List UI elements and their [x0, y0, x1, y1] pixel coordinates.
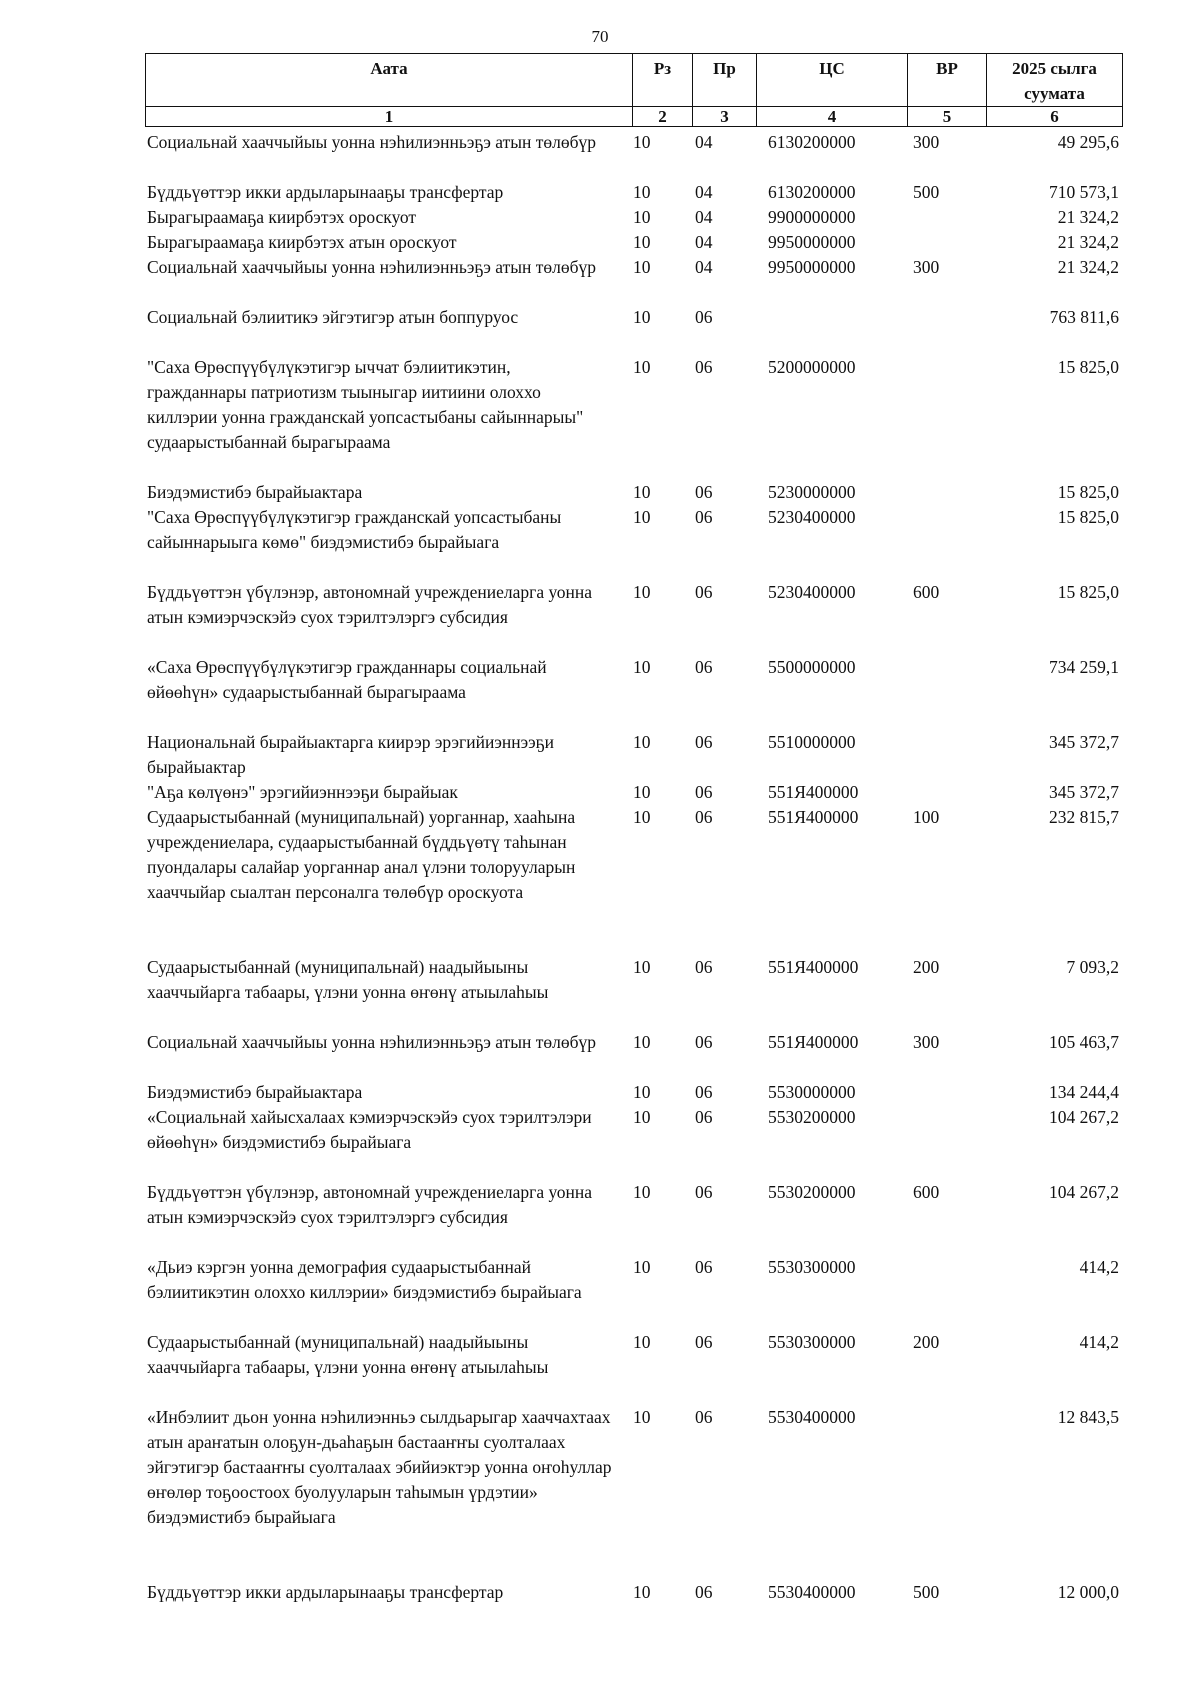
header-number-5: 5	[908, 107, 987, 127]
row-pr: 06	[695, 732, 713, 752]
row-name: Социальнай хааччыйыы уонна нэһилиэнньэҕэ атын төлөбүр	[147, 257, 597, 277]
row-sum: 15 825,0	[1057, 357, 1119, 377]
row-sum: 15 825,0	[1057, 482, 1119, 502]
row-cs: 5230000000	[768, 482, 856, 502]
row-name: Национальнай бырайыактарга киирэр эрэгийиэннээҕи бырайыактар	[147, 732, 554, 777]
header-sum: 2025 сылга суумата	[987, 54, 1123, 107]
row-name: Судаарыстыбаннай (муниципальнай) наадыйыыны хааччыйарга табаары, үлэни уонна өҥөнү атыылаһыы	[147, 1332, 549, 1377]
page-number: 70	[591, 27, 609, 46]
header-vr: ВР	[908, 54, 987, 107]
row-rz: 10	[633, 507, 651, 527]
row-pr: 06	[695, 807, 713, 827]
row-sum: 763 811,6	[1049, 307, 1119, 327]
row-name: Бырагыраамаҕа киирбэтэх ороскуот	[147, 207, 417, 227]
row-cs: 551Я400000	[768, 957, 859, 977]
row-sum: 21 324,2	[1057, 232, 1119, 252]
row-cs: 5530000000	[768, 1082, 856, 1102]
row-name: «Инбэлиит дьон уонна нэһилиэнньэ сылдьарыгар хааччахтаах атын араҥатын олоҕун-дьаһаҕын бастааҥҥы суолталаах эйгэтигэр бастааҥҥы суолталаах эбийиэктэр уонна оҥоһуллар өҥөлөр тоҕоостоох буолууларын таһымын үрдэтии» биэдэмистибэ бырайыага	[147, 1407, 612, 1527]
row-pr: 04	[695, 132, 713, 152]
row-rz: 10	[633, 132, 651, 152]
header-rz: Рз	[633, 54, 693, 107]
row-vr: 200	[913, 957, 940, 977]
row-sum: 21 324,2	[1057, 207, 1119, 227]
row-sum: 7 093,2	[1066, 957, 1119, 977]
row-sum: 104 267,2	[1049, 1182, 1119, 1202]
row-rz: 10	[633, 257, 651, 277]
row-sum: 734 259,1	[1049, 657, 1119, 677]
row-pr: 06	[695, 357, 713, 377]
row-rz: 10	[633, 1182, 651, 1202]
row-rz: 10	[633, 807, 651, 827]
row-name: Биэдэмистибэ бырайыактара	[147, 482, 363, 502]
row-pr: 06	[695, 1257, 713, 1277]
row-cs: 5500000000	[768, 657, 856, 677]
row-sum: 414,2	[1079, 1332, 1119, 1352]
row-sum: 232 815,7	[1049, 807, 1119, 827]
row-rz: 10	[633, 1032, 651, 1052]
row-name: Социальнай хааччыйыы уонна нэһилиэнньэҕэ атын төлөбүр	[147, 132, 597, 152]
header-number-2: 2	[633, 107, 693, 127]
row-vr: 100	[913, 807, 940, 827]
row-rz: 10	[633, 207, 651, 227]
row-cs: 5510000000	[768, 732, 856, 752]
row-rz: 10	[633, 957, 651, 977]
row-pr: 04	[695, 182, 713, 202]
row-name: Социальнай бэлиитикэ эйгэтигэр атын боппуруос	[147, 307, 519, 327]
row-vr: 600	[913, 1182, 940, 1202]
row-name: Бырагыраамаҕа киирбэтэх атын ороскуот	[147, 232, 457, 252]
row-sum: 134 244,4	[1049, 1082, 1119, 1102]
row-cs: 5530300000	[768, 1332, 856, 1352]
row-pr: 04	[695, 207, 713, 227]
row-rz: 10	[633, 732, 651, 752]
row-cs: 551Я400000	[768, 782, 859, 802]
row-name: Судаарыстыбаннай (муниципальнай) уорганнар, хааһына учреждениелара, судаарыстыбаннай бүддьүөтү таһынан пуондалары салайар уорганнар анал үлэни толорууларын хааччыйар сыалтан персоналга төлөбүр ороскуота	[147, 807, 576, 902]
row-sum: 49 295,6	[1057, 132, 1119, 152]
row-pr: 06	[695, 1582, 713, 1602]
row-cs: 5230400000	[768, 507, 856, 527]
row-vr: 600	[913, 582, 940, 602]
row-pr: 04	[695, 257, 713, 277]
row-name: «Дьиэ кэргэн уонна демография судаарыстыбаннай бэлиитикэтин олоххо киллэрии» биэдэмистибэ бырайыага	[147, 1257, 582, 1302]
row-cs: 551Я400000	[768, 1032, 859, 1052]
row-rz: 10	[633, 657, 651, 677]
row-cs: 5530400000	[768, 1407, 856, 1427]
row-pr: 06	[695, 657, 713, 677]
row-rz: 10	[633, 1257, 651, 1277]
row-rz: 10	[633, 232, 651, 252]
row-cs: 9900000000	[768, 207, 856, 227]
row-pr: 06	[695, 1107, 713, 1127]
row-rz: 10	[633, 1107, 651, 1127]
row-name: Биэдэмистибэ бырайыактара	[147, 1082, 363, 1102]
row-vr: 500	[913, 182, 940, 202]
row-cs: 551Я400000	[768, 807, 859, 827]
row-pr: 04	[695, 232, 713, 252]
row-rz: 10	[633, 357, 651, 377]
header-pr: Пр	[693, 54, 757, 107]
row-sum: 105 463,7	[1049, 1032, 1119, 1052]
row-sum: 12 843,5	[1057, 1407, 1119, 1427]
row-name: Социальнай хааччыйыы уонна нэһилиэнньэҕэ атын төлөбүр	[147, 1032, 597, 1052]
row-sum: 414,2	[1079, 1257, 1119, 1277]
row-rz: 10	[633, 307, 651, 327]
row-pr: 06	[695, 582, 713, 602]
row-rz: 10	[633, 182, 651, 202]
row-vr: 300	[913, 132, 940, 152]
row-name: "Саха Өрөспүүбүлүкэтигэр гражданскай уопсастыбаны сайыннарыыга көмө" биэдэмистибэ бырайыага	[147, 507, 562, 552]
row-sum: 12 000,0	[1057, 1582, 1119, 1602]
row-pr: 06	[695, 1332, 713, 1352]
row-cs: 6130200000	[768, 182, 856, 202]
row-sum: 15 825,0	[1057, 582, 1119, 602]
row-name: Судаарыстыбаннай (муниципальнай) наадыйыыны хааччыйарга табаары, үлэни уонна өҥөнү атыылаһыы	[147, 957, 549, 1002]
header-number-6: 6	[987, 107, 1123, 127]
budget-table-header	[145, 53, 1123, 127]
row-cs: 5530300000	[768, 1257, 856, 1277]
header-cs: ЦС	[757, 54, 908, 107]
row-pr: 06	[695, 1082, 713, 1102]
row-pr: 06	[695, 507, 713, 527]
row-pr: 06	[695, 482, 713, 502]
row-sum: 710 573,1	[1049, 182, 1119, 202]
row-vr: 500	[913, 1582, 940, 1602]
row-name: Бүддьүөттэн үбүлэнэр, автономнай учреждениеларга уонна атын кэмиэрчэскэйэ суох тэрилтэлэргэ субсидия	[147, 1182, 593, 1227]
row-cs: 5200000000	[768, 357, 856, 377]
row-sum: 345 372,7	[1049, 782, 1119, 802]
row-vr: 300	[913, 1032, 940, 1052]
header-number-1: 1	[146, 107, 633, 127]
row-cs: 5230400000	[768, 582, 856, 602]
header-number-3: 3	[693, 107, 757, 127]
row-pr: 06	[695, 1032, 713, 1052]
row-rz: 10	[633, 1582, 651, 1602]
row-name: "Саха Өрөспүүбүлүкэтигэр ыччат бэлиитикэтин, гражданнары патриотизм тыыныгар иитиини олоххо киллэрии уонна гражданскай уопсастыбаны сайыннарыы" судаарыстыбаннай бырагыраама	[147, 357, 584, 452]
row-rz: 10	[633, 1082, 651, 1102]
row-cs: 5530400000	[768, 1582, 856, 1602]
row-sum: 104 267,2	[1049, 1107, 1119, 1127]
row-pr: 06	[695, 307, 713, 327]
row-rz: 10	[633, 782, 651, 802]
row-cs: 6130200000	[768, 132, 856, 152]
row-sum: 21 324,2	[1057, 257, 1119, 277]
row-cs: 5530200000	[768, 1107, 856, 1127]
row-rz: 10	[633, 482, 651, 502]
header-name: Аата	[146, 54, 633, 107]
row-name: "Аҕа көлүөнэ" эрэгийиэннээҕи бырайыак	[147, 782, 458, 802]
row-sum: 345 372,7	[1049, 732, 1119, 752]
row-sum: 15 825,0	[1057, 507, 1119, 527]
row-name: Бүддьүөттэр икки ардыларынааҕы трансфертар	[147, 1582, 504, 1602]
row-rz: 10	[633, 582, 651, 602]
row-cs: 5530200000	[768, 1182, 856, 1202]
row-pr: 06	[695, 1407, 713, 1427]
row-name: Бүддьүөттэр икки ардыларынааҕы трансфертар	[147, 182, 504, 202]
row-cs: 9950000000	[768, 232, 856, 252]
row-name: «Социальнай хайысхалаах кэмиэрчэскэйэ суох тэрилтэлэри өйөөһүн» биэдэмистибэ бырайыага	[147, 1107, 592, 1152]
row-vr: 200	[913, 1332, 940, 1352]
row-pr: 06	[695, 1182, 713, 1202]
row-pr: 06	[695, 782, 713, 802]
row-name: «Саха Өрөспүүбүлүкэтигэр гражданнары социальнай өйөөһүн» судаарыстыбаннай бырагыраама	[147, 657, 547, 702]
row-vr: 300	[913, 257, 940, 277]
row-name: Бүддьүөттэн үбүлэнэр, автономнай учреждениеларга уонна атын кэмиэрчэскэйэ суох тэрилтэлэргэ субсидия	[147, 582, 593, 627]
header-number-4: 4	[757, 107, 908, 127]
row-cs: 9950000000	[768, 257, 856, 277]
row-pr: 06	[695, 957, 713, 977]
row-rz: 10	[633, 1332, 651, 1352]
row-rz: 10	[633, 1407, 651, 1427]
